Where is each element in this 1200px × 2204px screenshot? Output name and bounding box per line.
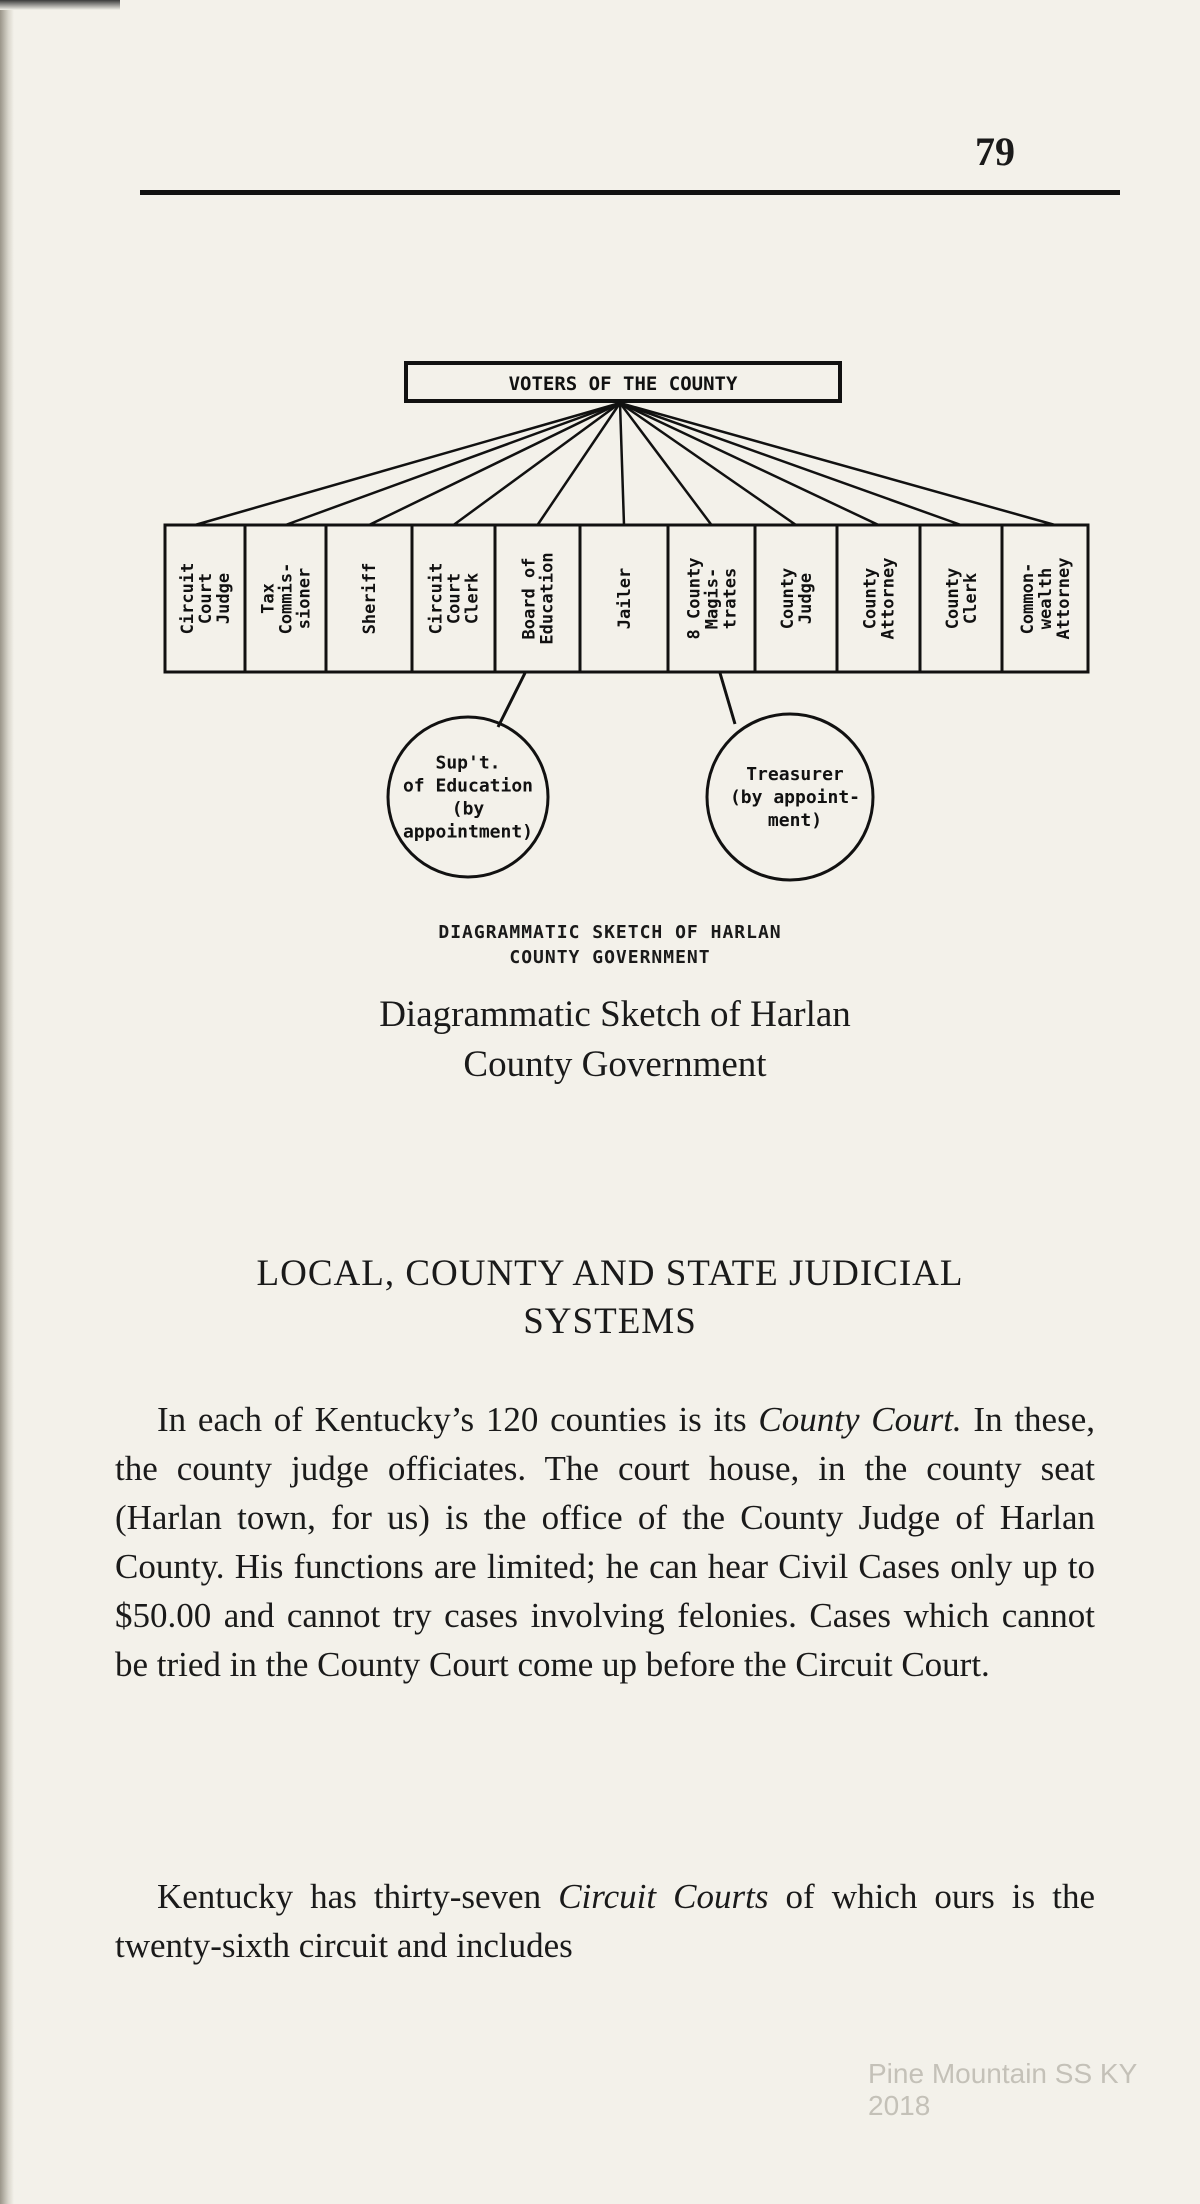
office-label: Clerk [462,572,483,625]
office-label: sioner [294,567,315,630]
voter-line [620,403,624,525]
caption-line-2: County Government [463,1044,767,1085]
office-label: Board of [519,557,540,640]
voter-line [620,403,712,525]
header-rule [140,190,1120,195]
paragraph-text: In these, the county judge officiates. The court house, in the county seat (Harlan town, for us) is the office of the County Judge of Harlan County. His functions are limited; he can hear Civil Cases only up to $50.00 and cannot try cases involving felonies. Cases which cannot be tried in the County Court come up before the Circuit Court. [115,1400,1095,1684]
office-label: County [778,567,798,630]
voter-line [620,403,961,525]
office-label: Sheriff [360,562,380,635]
watermark: Pine Mountain SS KY 2018 [868,2058,1137,2121]
appointee-label: (by appoint- [729,787,861,808]
voter-line [454,403,621,525]
office-label: Clerk [961,572,981,625]
paragraph-emphasis: Circuit Courts [558,1877,769,1916]
appointee-label: Sup't. [435,752,501,774]
voter-line [620,403,796,525]
office-label: Judge [796,572,816,625]
office-label: Common- [1018,562,1038,635]
appointee-label: (by [451,798,485,820]
caption-line-1: Diagrammatic Sketch of Harlan [379,994,851,1035]
office-label: Attorney [878,557,899,640]
office-label: wealth [1036,567,1056,630]
office-label: 8 County [684,557,705,640]
page-number: 79 [975,129,1015,174]
page-corner-shadow [0,0,120,10]
office-label: Circuit [178,562,198,635]
paragraph-circuit-courts [115,1872,1095,1970]
appointee-label: appointment) [402,821,534,843]
typed-caption-line-2: COUNTY GOVERNMENT [509,947,711,968]
paragraph-county-court [115,1395,1095,1689]
section-title [130,1250,1090,1346]
office-label: Judge [214,572,234,625]
diagram-svg [150,350,1100,890]
voters-label: VOTERS OF THE COUNTY [508,373,738,395]
paragraph-text: In each of Kentucky’s 120 counties is its [157,1400,759,1439]
office-label: Court [444,572,465,625]
office-label: Circuit [426,562,447,635]
office-label: County [943,567,963,630]
paragraph-text: Kentucky has thirty-seven [157,1877,559,1916]
appointment-line [720,673,735,724]
appointment-line [498,673,525,727]
typed-caption [300,920,920,970]
office-label: County [860,567,881,630]
office-label: Education [537,552,558,645]
section-title-line-2: SYSTEMS [523,1301,697,1342]
page-binding-edge [0,0,14,2204]
office-label: Jailer [615,567,635,630]
typed-caption-line-1: DIAGRAMMATIC SKETCH OF HARLAN [438,922,782,943]
county-government-diagram [150,350,1100,890]
appointee-circle [388,717,548,877]
section-title-line-1: LOCAL, COUNTY AND STATE JUDICIAL [256,1253,964,1294]
office-label: Court [196,572,216,625]
office-label: Tax [258,583,279,614]
office-label: Commis- [276,562,297,635]
paragraph-emphasis: County Court. [758,1400,962,1439]
diagram-caption [250,990,980,1090]
paragraph-text: of which ours is the twenty-sixth circuit and includes [115,1877,1095,1965]
appointee-label: Treasurer [746,764,844,785]
appointee-label: ment) [767,810,823,831]
office-label: trates [720,567,741,630]
voter-line [538,403,621,525]
office-label: Magis- [702,567,723,630]
voter-line [286,403,621,525]
appointee-label: of Education [402,775,534,797]
office-label: Attorney [1054,557,1074,640]
